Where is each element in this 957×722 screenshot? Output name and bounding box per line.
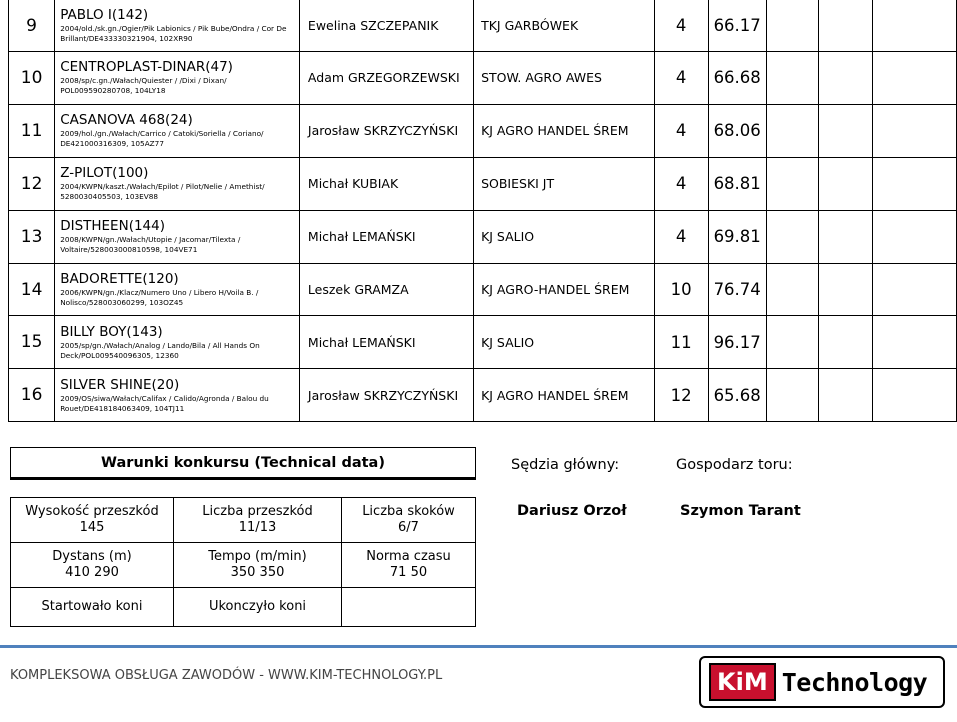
technical-label: Liczba skoków <box>362 504 455 519</box>
technical-value: 11/13 <box>238 520 277 535</box>
technical-label: Liczba przeszkód <box>202 504 313 519</box>
horse-cell <box>55 0 300 52</box>
technical-cell <box>342 498 476 543</box>
empty-cell <box>872 210 956 263</box>
horse-cell <box>55 104 300 157</box>
technical-label: Norma czasu <box>366 549 451 564</box>
rider-cell: Adam GRZEGORZEWSKI <box>299 52 473 105</box>
rider-cell: Ewelina SZCZEPANIK <box>299 0 473 52</box>
empty-cell <box>818 263 872 316</box>
horse-details: 2008/KWPN/gn./Wałach/Utopie / Jacomar/Tilexta / Voltaire/528003000810598, 104VE71 <box>60 235 241 255</box>
empty-cell <box>818 104 872 157</box>
time-cell: 76.74 <box>708 263 767 316</box>
empty-cell <box>767 263 818 316</box>
technical-label: Startowało koni <box>41 599 143 614</box>
rank-cell: 12 <box>9 157 55 210</box>
horse-cell <box>55 369 300 422</box>
technical-value: 410 290 <box>65 565 119 580</box>
rank-cell: 15 <box>9 316 55 369</box>
rider-cell: Jarosław SKRZYCZYŃSKI <box>299 369 473 422</box>
technical-cell <box>342 543 476 588</box>
horse-details: 2009/OS/siwa/Wałach/Califax / Calido/Agronda / Balou du Rouet/DE418184063409, 104TJ11 <box>60 393 269 413</box>
horse-details: 2005/sp/gn./Wałach/Analog / Lando/Bila / All Hands On Deck/POL009540096305, 12360 <box>60 340 260 360</box>
empty-cell <box>872 52 956 105</box>
empty-cell <box>767 316 818 369</box>
club-cell: KJ SALIO <box>474 316 655 369</box>
rider-cell: Michał LEMAŃSKI <box>299 210 473 263</box>
empty-cell <box>818 157 872 210</box>
empty-cell <box>818 369 872 422</box>
table-row <box>9 210 957 263</box>
rank-cell: 10 <box>9 52 55 105</box>
empty-cell <box>818 0 872 52</box>
results-table <box>8 0 957 422</box>
rank-cell: 13 <box>9 210 55 263</box>
horse-name: DISTHEEN(144) <box>60 218 165 235</box>
kim-technology-logo <box>699 656 945 708</box>
table-row <box>9 263 957 316</box>
penalties-cell: 4 <box>654 210 708 263</box>
horse-cell <box>55 52 300 105</box>
club-cell: TKJ GARBÓWEK <box>474 0 655 52</box>
horse-details: 2008/sp/c.gn./Wałach/Quiester / /Dixi / Dixan/ POL009590280708, 104LY18 <box>60 76 227 96</box>
horse-details: 2006/KWPN/gn./Klacz/Numero Uno / Libero H/Voila B. / Nolisco/528003060299, 103OZ45 <box>60 288 259 307</box>
empty-cell <box>818 210 872 263</box>
footer-divider <box>0 645 957 648</box>
footer-text: KOMPLEKSOWA OBSŁUGA ZAWODÓW - WWW.KIM-TECHNOLOGY.PL <box>10 668 443 683</box>
penalties-cell: 4 <box>654 0 708 52</box>
empty-cell <box>872 104 956 157</box>
horse-cell <box>55 157 300 210</box>
horse-name: SILVER SHINE(20) <box>60 376 180 393</box>
table-row <box>9 52 957 105</box>
club-cell: KJ SALIO <box>474 210 655 263</box>
rank-cell: 9 <box>9 0 55 52</box>
technical-value: 350 350 <box>230 565 285 580</box>
horse-name: PABLO I(142) <box>60 7 149 23</box>
horse-name: Z-PILOT(100) <box>60 165 149 182</box>
technical-row <box>11 498 476 543</box>
course-designer-name: Szymon Tarant <box>680 503 801 519</box>
club-cell: KJ AGRO HANDEL ŚREM <box>474 104 655 157</box>
course-designer-label: Gospodarz toru: <box>676 457 793 473</box>
empty-cell <box>872 157 956 210</box>
rank-cell: 11 <box>9 104 55 157</box>
time-cell: 68.81 <box>708 157 767 210</box>
empty-cell <box>872 369 956 422</box>
technical-cell <box>174 498 342 543</box>
technical-value: 71 50 <box>389 565 428 580</box>
penalties-cell: 4 <box>654 157 708 210</box>
table-row <box>9 316 957 369</box>
horse-name: BILLY BOY(143) <box>60 323 163 340</box>
rank-cell: 14 <box>9 263 55 316</box>
club-cell: KJ AGRO HANDEL ŚREM <box>474 369 655 422</box>
horse-details: 2004/old./sk.gn./Ogier/Pik Labionics / Pik Bube/Ondra / Cor De Brillant/DE433330321904, 102XR90 <box>60 24 287 43</box>
technical-cell <box>342 588 476 627</box>
technical-data-table <box>10 497 476 627</box>
empty-cell <box>872 263 956 316</box>
time-cell: 96.17 <box>708 316 767 369</box>
technical-value: 145 <box>79 520 105 535</box>
technical-cell <box>11 543 174 588</box>
time-cell: 65.68 <box>708 369 767 422</box>
table-row <box>9 157 957 210</box>
rider-cell: Leszek GRAMZA <box>299 263 473 316</box>
technical-cell <box>174 543 342 588</box>
empty-cell <box>767 157 818 210</box>
horse-cell <box>55 316 300 369</box>
empty-cell <box>767 369 818 422</box>
technical-row <box>11 588 476 627</box>
technical-label: Tempo (m/min) <box>208 549 307 564</box>
technical-label: Ukonczyło koni <box>208 599 307 614</box>
horse-cell <box>55 263 300 316</box>
penalties-cell: 4 <box>654 104 708 157</box>
table-row <box>9 369 957 422</box>
empty-cell <box>872 316 956 369</box>
time-cell: 66.17 <box>708 0 767 52</box>
technical-cell <box>174 588 342 627</box>
chief-judge-label: Sędzia główny: <box>511 457 620 473</box>
rider-cell: Michał LEMAŃSKI <box>299 316 473 369</box>
logo-kim-mark: KiM <box>709 663 776 701</box>
horse-details: 2009/hol./gn./Wałach/Carrico / Catoki/Soriella / Coriano/ DE421000316309, 105AZ77 <box>60 129 264 149</box>
penalties-cell: 10 <box>654 263 708 316</box>
penalties-cell: 4 <box>654 52 708 105</box>
time-cell: 66.68 <box>708 52 767 105</box>
technical-row <box>11 543 476 588</box>
technical-value: 6/7 <box>398 520 419 535</box>
horse-name: CENTROPLAST-DINAR(47) <box>60 59 233 76</box>
time-cell: 69.81 <box>708 210 767 263</box>
rider-cell: Jarosław SKRZYCZYŃSKI <box>299 104 473 157</box>
horse-details: 2004/KWPN/kaszt./Wałach/Epilot / Pilot/Nelie / Amethist/ 5280030405503, 103EV88 <box>60 182 265 202</box>
technical-label: Dystans (m) <box>52 549 132 564</box>
empty-cell <box>767 0 818 52</box>
penalties-cell: 12 <box>654 369 708 422</box>
rank-cell: 16 <box>9 369 55 422</box>
chief-judge-name: Dariusz Orzoł <box>517 503 627 519</box>
table-row <box>9 0 957 52</box>
logo-technology-word: Technology <box>781 667 928 697</box>
time-cell: 68.06 <box>708 104 767 157</box>
club-cell: KJ AGRO-HANDEL ŚREM <box>474 263 655 316</box>
horse-name: BADORETTE(120) <box>60 271 179 287</box>
club-cell: STOW. AGRO AWES <box>474 52 655 105</box>
empty-cell <box>767 52 818 105</box>
empty-cell <box>818 52 872 105</box>
club-cell: SOBIESKI JT <box>474 157 655 210</box>
technical-label: Wysokość przeszkód <box>25 504 159 519</box>
empty-cell <box>818 316 872 369</box>
rider-cell: Michał KUBIAK <box>299 157 473 210</box>
penalties-cell: 11 <box>654 316 708 369</box>
technical-data-title: Warunki konkursu (Technical data) <box>10 447 476 480</box>
table-row <box>9 104 957 157</box>
empty-cell <box>767 104 818 157</box>
empty-cell <box>767 210 818 263</box>
horse-cell <box>55 210 300 263</box>
empty-cell <box>872 0 956 52</box>
horse-name: CASANOVA 468(24) <box>60 112 193 129</box>
technical-cell <box>11 588 174 627</box>
technical-cell <box>11 498 174 543</box>
